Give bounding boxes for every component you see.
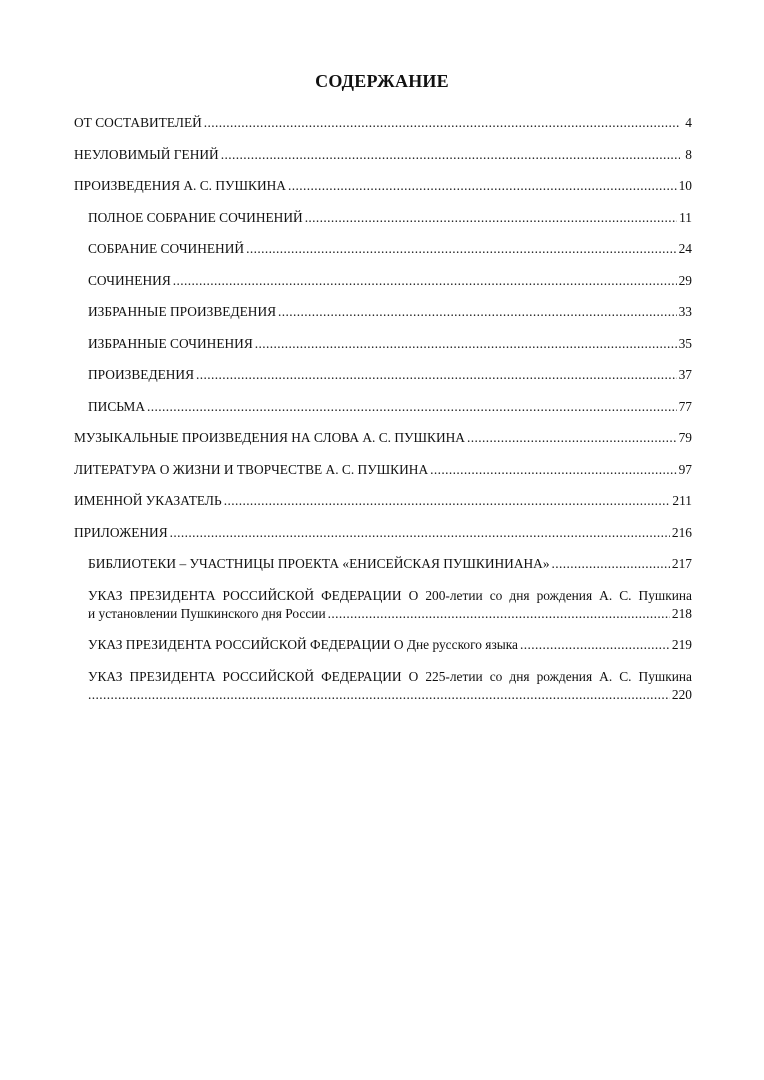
toc-entry-complete-works[interactable] xyxy=(74,209,692,227)
dot-leader xyxy=(221,146,680,164)
toc-entry-label: НЕУЛОВИМЫЙ ГЕНИЙ xyxy=(74,146,219,162)
toc-entry-decree-225th-anniversary[interactable] xyxy=(74,668,692,704)
toc-entry-decree-200th-anniversary[interactable] xyxy=(74,587,692,623)
toc-page-number: 35 xyxy=(678,335,692,351)
toc-entry-label-line1: УКАЗ ПРЕЗИДЕНТА РОССИЙСКОЙ ФЕДЕРАЦИИ О 200-летии со дня рождения А. С. Пушкина xyxy=(88,587,692,603)
toc-entry-collected-works[interactable] xyxy=(74,240,692,258)
toc-entry-literature-about-pushkin[interactable] xyxy=(74,461,692,479)
toc-entry-label: ПИСЬМА xyxy=(88,398,146,414)
toc-entry-from-compilers[interactable] xyxy=(74,114,692,132)
toc-entry-label: ЛИТЕРАТУРА О ЖИЗНИ И ТВОРЧЕСТВЕ А. С. ПУШКИНА xyxy=(74,461,429,477)
toc-entry-selected-works[interactable] xyxy=(74,303,692,321)
toc-entry-label: ИЗБРАННЫЕ ПРОИЗВЕДЕНИЯ xyxy=(88,304,277,319)
toc-entry-label: БИБЛИОТЕКИ – УЧАСТНИЦЫ ПРОЕКТА «ЕНИСЕЙСКАЯ ПУШКИНИАНА» xyxy=(88,556,550,571)
toc-entry-participating-libraries[interactable] xyxy=(74,555,692,573)
toc-page-number: 218 xyxy=(671,605,692,621)
toc-entry-label: СОБРАНИЕ СОЧИНЕНИЙ xyxy=(88,241,245,256)
dot-leader xyxy=(467,429,677,447)
dot-leader xyxy=(147,398,677,416)
toc-page-number: 217 xyxy=(671,556,692,571)
toc-entry-label: ПРОИЗВЕДЕНИЯ xyxy=(88,367,195,382)
toc-page-number: 8 xyxy=(685,146,692,162)
dot-leader xyxy=(288,177,677,195)
toc-page-number: 211 xyxy=(672,493,692,508)
toc-entry-selected-writings[interactable] xyxy=(74,335,692,353)
toc-page-number: 219 xyxy=(671,637,692,652)
dot-leader xyxy=(170,524,670,542)
toc-entry-label-line1: УКАЗ ПРЕЗИДЕНТА РОССИЙСКОЙ ФЕДЕРАЦИИ О 225-летии со дня рождения А. С. Пушкина xyxy=(88,668,692,684)
dot-leader xyxy=(196,366,677,384)
toc-entry-label: МУЗЫКАЛЬНЫЕ ПРОИЗВЕДЕНИЯ НА СЛОВА А. С. ПУШКИНА xyxy=(74,430,465,445)
toc-entry-label: ИЗБРАННЫЕ СОЧИНЕНИЯ xyxy=(88,335,253,351)
toc-page-number: 11 xyxy=(679,209,692,225)
dot-leader xyxy=(552,555,670,573)
dot-leader xyxy=(430,461,676,479)
page-title: СОДЕРЖАНИЕ xyxy=(315,71,449,91)
dot-leader xyxy=(520,636,670,654)
toc-entry-label: ОТ СОСТАВИТЕЛЕЙ xyxy=(74,115,202,130)
toc-entry-name-index[interactable] xyxy=(74,492,692,510)
toc-page-number: 77 xyxy=(678,398,692,414)
toc-entry-label: ПРИЛОЖЕНИЯ xyxy=(74,524,168,540)
dot-leader xyxy=(246,240,677,258)
toc-entry-label: ПРОИЗВЕДЕНИЯ А. С. ПУШКИНА xyxy=(74,178,286,193)
toc-entry-line2-row xyxy=(88,605,692,623)
toc-page-number: 79 xyxy=(678,430,692,445)
dot-leader xyxy=(328,605,670,623)
toc-entry-label: УКАЗ ПРЕЗИДЕНТА РОССИЙСКОЙ ФЕДЕРАЦИИ О Дне русского языка xyxy=(88,637,518,652)
toc-page-number: 29 xyxy=(678,272,692,288)
dot-leader xyxy=(204,114,680,132)
toc-entry-label: ИМЕННОЙ УКАЗАТЕЛЬ xyxy=(74,493,222,508)
toc-entry-writings[interactable] xyxy=(74,272,692,290)
toc-entry-label: СОЧИНЕНИЯ xyxy=(88,272,171,288)
toc-entry-label-line2: и установлении Пушкинского дня России xyxy=(88,605,326,621)
toc-entry-line2-row xyxy=(88,686,692,704)
toc-entry-letters[interactable] xyxy=(74,398,692,416)
toc-entry-label: ПОЛНОЕ СОБРАНИЕ СОЧИНЕНИЙ xyxy=(88,209,303,225)
dot-leader xyxy=(255,335,677,353)
dot-leader xyxy=(305,209,677,227)
toc-entry-musical-works[interactable] xyxy=(74,429,692,447)
dot-leader xyxy=(173,272,677,290)
toc-entry-elusive-genius[interactable] xyxy=(74,146,692,164)
toc-page-number: 33 xyxy=(678,304,692,319)
dot-leader xyxy=(278,303,677,321)
toc-page-number: 4 xyxy=(685,115,692,130)
toc-entry-appendices[interactable] xyxy=(74,524,692,542)
toc-page-number: 24 xyxy=(678,241,692,256)
toc-entry-works[interactable] xyxy=(74,366,692,384)
toc-entry-decree-russian-language-day[interactable] xyxy=(74,636,692,654)
toc-page-number: 97 xyxy=(678,461,692,477)
toc-page-number: 220 xyxy=(671,686,692,702)
dot-leader xyxy=(88,686,670,704)
toc-page-number: 37 xyxy=(678,367,692,382)
dot-leader xyxy=(224,492,671,510)
toc-entry-pushkin-works[interactable] xyxy=(74,177,692,195)
toc-page-number: 216 xyxy=(671,524,692,540)
toc-page-number: 10 xyxy=(678,178,692,193)
table-of-contents xyxy=(74,114,692,717)
